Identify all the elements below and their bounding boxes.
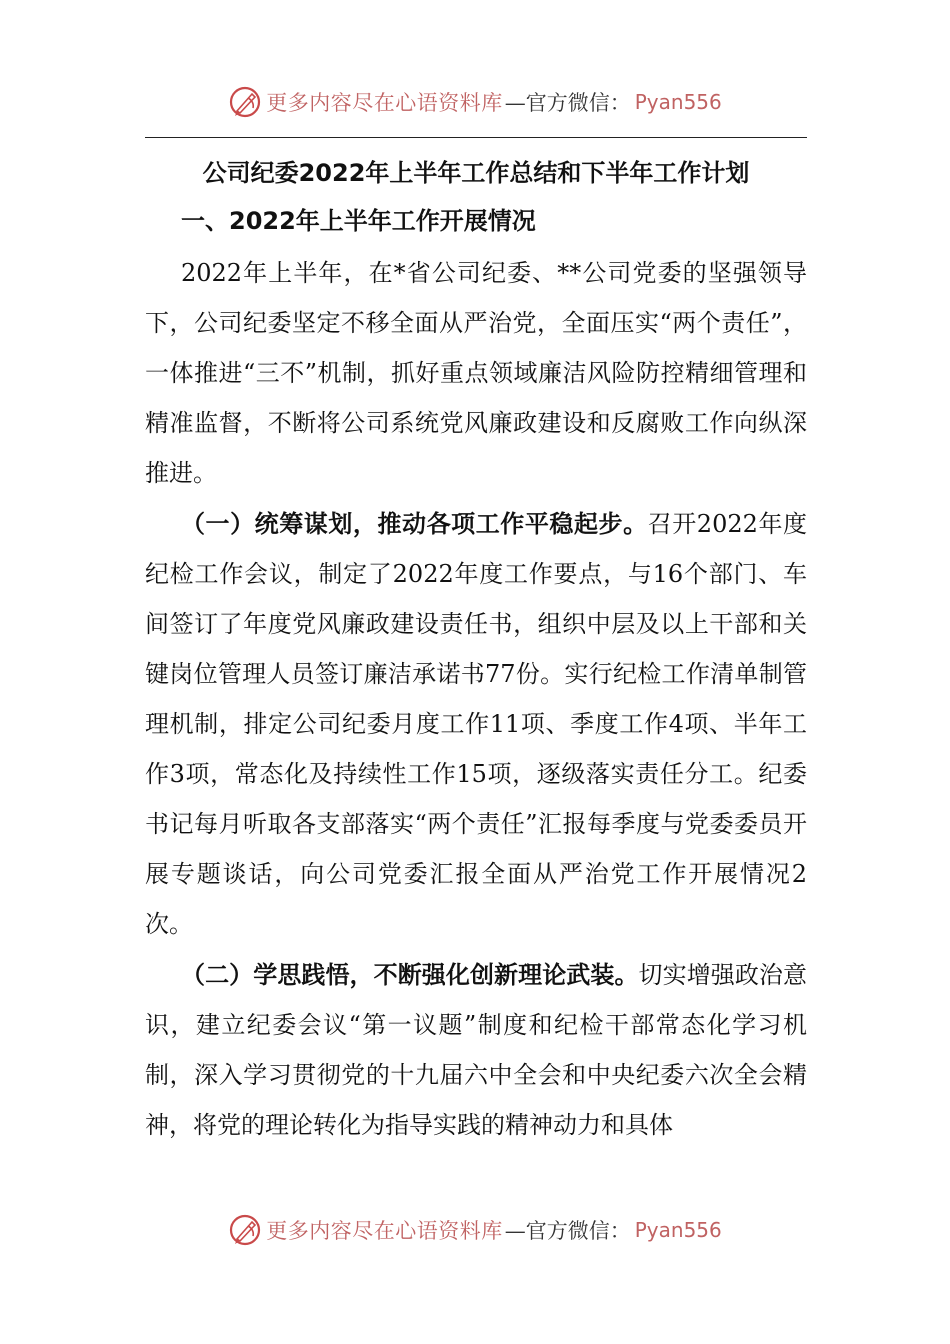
footer-watermark <box>0 1210 950 1250</box>
paragraph-item-1 <box>145 499 807 949</box>
paragraph-item-2 <box>145 950 807 1150</box>
document-title: 公司纪委2022年上半年工作总结和下半年工作计划 <box>202 159 750 187</box>
watermark-wechat-id: Pyan556 <box>634 90 722 114</box>
item-2-lead: （二）学思践悟，不断强化创新理论武装。 <box>181 961 639 989</box>
pen-logo-icon <box>228 1213 262 1247</box>
item-2-text: 切实增强政治意识，建立纪委会议“第一议题”制度和纪检干部常态化学习机制，深入学习贯彻党的十九届六中全会和中央纪委六次全会精神，将党的理论转化为指导实践的精神动力和具体 <box>145 961 808 1139</box>
header-divider <box>145 137 807 138</box>
header-watermark <box>0 82 950 122</box>
watermark-wechat-id: Pyan556 <box>634 1218 722 1242</box>
watermark-separator: —官方微信： <box>504 1219 631 1243</box>
document-body <box>145 150 807 1150</box>
item-1-text: 召开2022年度纪检工作会议，制定了2022年度工作要点，与16个部门、车间签订了年度党风廉政建设责任书，组织中层及以上干部和关键岗位管理人员签订廉洁承诺书77份。实行纪检工作清单制管理机制，排定公司纪委月度工作11项、季度工作4项、半年工作3项，常态化及持续性工作15项，逐级落实责任分工。纪委书记每月听取各支部落实“两个责任”汇报每季度与党委委员开展专题谈话，向公司党委汇报全面从严治党工作开展情况2次。 <box>145 510 808 938</box>
intro-paragraph: 2022年上半年，在*省公司纪委、**公司党委的坚强领导下，公司纪委坚定不移全面从严治党，全面压实“两个责任”，一体推进“三不”机制，抓好重点领域廉洁风险防控精细管理和精准监督，不断将公司系统党风廉政建设和反腐败工作向纵深推进。 <box>145 259 807 487</box>
watermark-separator: —官方微信： <box>504 91 631 115</box>
section-heading-1: 一、2022年上半年工作开展情况 <box>181 207 536 235</box>
watermark-site-text: 更多内容尽在心语资料库 <box>266 91 503 115</box>
watermark-site-text: 更多内容尽在心语资料库 <box>266 1219 503 1243</box>
item-1-lead: （一）统筹谋划，推动各项工作平稳起步。 <box>181 510 648 538</box>
pen-logo-icon <box>228 85 262 119</box>
